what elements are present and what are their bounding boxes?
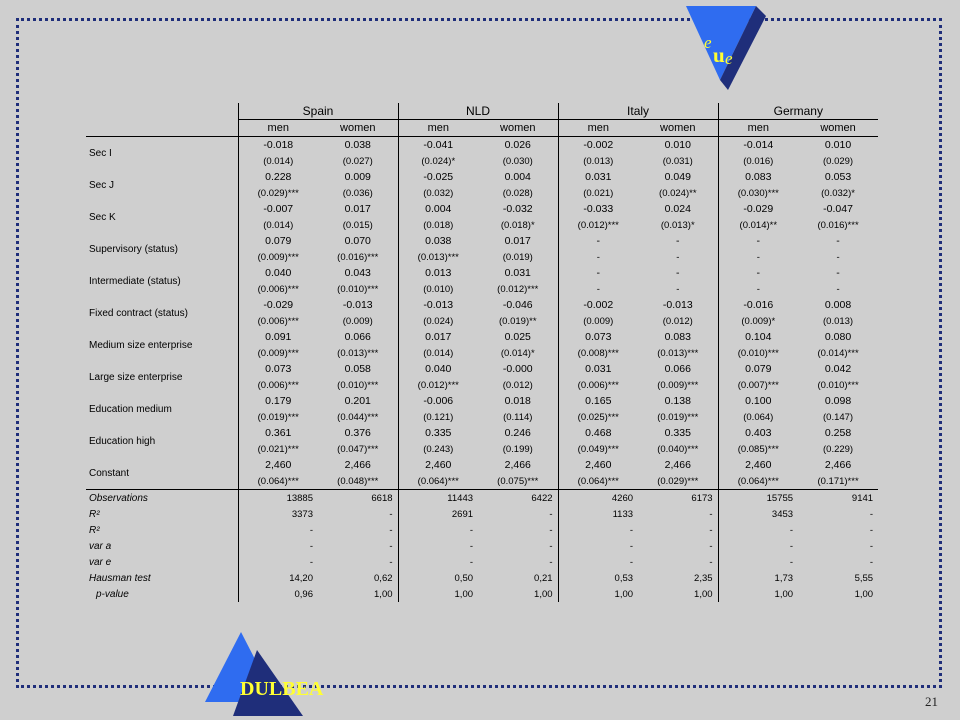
row-label: Sec J — [89, 179, 115, 191]
subheader-women: women — [318, 120, 398, 137]
corner-cell — [86, 103, 238, 120]
se-cell: (0.085)*** — [718, 441, 798, 457]
se-cell: (0.019)*** — [657, 411, 699, 423]
coef-row — [86, 233, 878, 249]
coef-cell: 2,466 — [824, 458, 852, 471]
stat-cell: - — [558, 522, 638, 538]
coef-cell: 0.335 — [664, 426, 691, 439]
coef-cell: 0.040 — [238, 265, 318, 281]
se-cell: (0.012)*** — [497, 283, 539, 295]
se-cell: - — [836, 283, 840, 295]
coef-cell: 0.004 — [504, 170, 531, 183]
stat-row — [86, 554, 878, 570]
coef-cell: -0.000 — [502, 362, 533, 375]
coef-cell: -0.002 — [558, 137, 638, 154]
se-cell: (0.229) — [823, 443, 854, 455]
coef-cell: -0.002 — [558, 297, 638, 313]
se-cell: - — [558, 249, 638, 265]
se-cell: (0.019)*** — [238, 409, 318, 425]
stat-cell: 2691 — [398, 506, 478, 522]
coef-cell: 2,466 — [344, 458, 371, 471]
coef-cell: 0.066 — [344, 330, 371, 343]
coef-cell: 0.008 — [824, 298, 852, 311]
coef-cell: 0.038 — [398, 233, 478, 249]
row-label: Supervisory (status) — [89, 243, 178, 255]
coefficient-rows — [86, 137, 878, 490]
coef-row — [86, 297, 878, 313]
stat-cell: 11443 — [398, 490, 478, 507]
se-cell: (0.009)*** — [238, 345, 318, 361]
coef-cell: 0.258 — [824, 426, 852, 439]
coef-cell: -0.016 — [718, 297, 798, 313]
stat-cell: 5,55 — [854, 572, 874, 584]
se-cell: (0.199) — [502, 443, 533, 455]
coef-cell: -0.025 — [398, 169, 478, 185]
coef-cell: 0.073 — [238, 361, 318, 377]
coef-cell: -0.046 — [502, 298, 533, 311]
coef-row — [86, 393, 878, 409]
stat-cell: - — [398, 554, 478, 570]
se-cell: (0.029)*** — [638, 473, 718, 490]
se-cell: (0.006)*** — [238, 377, 318, 393]
coef-cell: 0.361 — [238, 425, 318, 441]
se-cell: (0.121) — [398, 409, 478, 425]
coef-cell: 0.026 — [504, 138, 531, 151]
se-cell: (0.114) — [503, 411, 533, 423]
stat-cell: 0,96 — [238, 586, 318, 602]
se-cell: (0.013)* — [660, 219, 695, 231]
coef-cell: 0.091 — [238, 329, 318, 345]
stat-cell: 3373 — [238, 506, 318, 522]
coef-cell: 0.079 — [718, 361, 798, 377]
country-header-italy: Italy — [558, 103, 718, 120]
stat-cell: 2,35 — [694, 572, 713, 584]
stat-cell: - — [718, 522, 798, 538]
dulbea-brand: DULBEA — [240, 678, 324, 700]
se-cell: (0.010) — [398, 281, 478, 297]
se-cell: (0.014)* — [500, 347, 535, 359]
stat-row — [86, 538, 878, 554]
stat-cell: - — [718, 538, 798, 554]
coef-cell: 0.376 — [344, 426, 371, 439]
se-cell: (0.016)*** — [337, 251, 379, 263]
coef-row — [86, 361, 878, 377]
stat-cell: - — [398, 522, 478, 538]
se-cell: (0.025)*** — [558, 409, 638, 425]
coef-cell: - — [718, 233, 798, 249]
stat-cell: - — [718, 554, 798, 570]
se-cell: (0.036) — [342, 187, 373, 199]
coef-cell: 0.017 — [398, 329, 478, 345]
coef-cell: 0.009 — [344, 170, 371, 183]
logo-letter-u: u — [713, 43, 725, 67]
coef-row — [86, 457, 878, 473]
coef-cell: 2,466 — [504, 458, 531, 471]
coef-cell: -0.018 — [238, 137, 318, 154]
se-cell: (0.016) — [718, 153, 798, 169]
se-cell: (0.048)*** — [318, 473, 398, 490]
coef-row — [86, 329, 878, 345]
coef-cell: 0.066 — [664, 362, 691, 375]
stat-cell: - — [398, 538, 478, 554]
row-label: Education high — [89, 435, 156, 447]
page-number: 21 — [925, 694, 938, 709]
coef-cell: -0.041 — [398, 137, 478, 154]
coef-cell: - — [836, 266, 840, 279]
coef-cell: 0.228 — [238, 169, 318, 185]
row-label: Intermediate (status) — [89, 275, 181, 287]
stat-cell: - — [709, 524, 713, 536]
se-cell: (0.029)*** — [238, 185, 318, 201]
stat-cell: 3453 — [718, 506, 798, 522]
se-cell: (0.064)*** — [558, 473, 638, 490]
coef-cell: 2,460 — [398, 457, 478, 473]
se-cell: (0.012)*** — [558, 217, 638, 233]
coef-row — [86, 201, 878, 217]
se-cell: (0.049)*** — [558, 441, 638, 457]
subheader-men: men — [718, 120, 798, 137]
subheader-women: women — [478, 120, 558, 137]
stat-cell: - — [549, 524, 553, 536]
coef-cell: -0.033 — [558, 201, 638, 217]
coef-cell: 0.083 — [664, 330, 691, 343]
se-cell: (0.014) — [238, 153, 318, 169]
se-cell: (0.012)*** — [398, 377, 478, 393]
coef-cell: -0.029 — [238, 297, 318, 313]
subheader-men: men — [558, 120, 638, 137]
stat-row — [86, 522, 878, 538]
coef-cell: 0.018 — [504, 394, 531, 407]
coef-cell: - — [558, 233, 638, 249]
stat-cell: - — [549, 508, 553, 520]
stat-cell: 0,50 — [398, 570, 478, 586]
stat-label: Observations — [89, 492, 148, 504]
row-label: Sec K — [89, 211, 116, 223]
se-cell: (0.027) — [342, 155, 373, 167]
se-cell: (0.021) — [558, 185, 638, 201]
se-cell: (0.032) — [398, 185, 478, 201]
coef-cell: 0.031 — [558, 361, 638, 377]
se-cell: (0.018)* — [500, 219, 535, 231]
stat-cell: 14,20 — [238, 570, 318, 586]
coef-cell: -0.014 — [718, 137, 798, 154]
row-label: Education medium — [89, 403, 172, 415]
se-cell: (0.013) — [823, 315, 854, 327]
logo-letter-e2: e — [725, 49, 733, 68]
coef-cell: 0.138 — [664, 394, 691, 407]
se-cell: (0.009)*** — [657, 379, 699, 391]
row-label: Constant — [86, 457, 238, 490]
coef-row — [86, 425, 878, 441]
stat-cell: - — [549, 556, 553, 568]
coef-cell: 0.201 — [344, 394, 371, 407]
coef-cell: 0.468 — [558, 425, 638, 441]
coef-cell: - — [836, 234, 840, 247]
stat-cell: - — [238, 554, 318, 570]
country-header-spain: Spain — [238, 103, 398, 120]
stat-label: p-value — [96, 588, 129, 600]
coef-cell: 0.038 — [344, 138, 371, 151]
se-cell: - — [836, 251, 840, 263]
coef-cell: 2,460 — [238, 457, 318, 473]
se-cell: (0.019)** — [499, 315, 537, 327]
stat-cell: 6422 — [531, 492, 553, 504]
se-cell: (0.010)*** — [337, 379, 379, 391]
country-header-nld: NLD — [398, 103, 558, 120]
se-cell: (0.014) — [238, 217, 318, 233]
stat-cell: - — [238, 538, 318, 554]
subheader-women: women — [798, 120, 878, 137]
se-cell: (0.018) — [398, 217, 478, 233]
coef-cell: 0.179 — [238, 393, 318, 409]
coef-cell: -0.013 — [342, 298, 373, 311]
coef-cell: 0.098 — [824, 394, 852, 407]
se-cell: (0.243) — [398, 441, 478, 457]
stat-cell: - — [558, 554, 638, 570]
se-cell: (0.019) — [502, 251, 533, 263]
coef-cell: 0.335 — [398, 425, 478, 441]
coef-cell: 0.104 — [718, 329, 798, 345]
stat-cell: 1,00 — [558, 586, 638, 602]
stat-cell: - — [709, 508, 713, 520]
coef-cell: 0.025 — [504, 330, 531, 343]
se-cell: (0.013)*** — [337, 347, 379, 359]
se-cell: (0.009) — [558, 313, 638, 329]
se-cell: (0.064)*** — [238, 473, 318, 490]
coef-cell: 0.100 — [718, 393, 798, 409]
se-cell: (0.031) — [662, 155, 693, 167]
se-cell: - — [558, 281, 638, 297]
se-cell: (0.030)*** — [718, 185, 798, 201]
coef-cell: 0.049 — [664, 170, 691, 183]
stat-cell: 13885 — [238, 490, 318, 507]
stat-cell: 1,73 — [718, 570, 798, 586]
stat-label: R² — [89, 508, 100, 520]
se-cell: - — [676, 283, 680, 295]
stat-cell: - — [869, 508, 874, 520]
coef-cell: -0.007 — [238, 201, 318, 217]
se-cell: (0.064)*** — [718, 473, 798, 490]
coef-cell: 0.043 — [344, 266, 371, 279]
stat-row — [86, 570, 878, 586]
coef-cell: 0.031 — [504, 266, 531, 279]
regression-table — [86, 103, 878, 602]
stat-cell: - — [558, 538, 638, 554]
se-cell: (0.024)** — [659, 187, 697, 199]
stat-cell: - — [389, 556, 393, 568]
stat-cell: 0,53 — [558, 570, 638, 586]
coef-cell: - — [558, 265, 638, 281]
se-cell: (0.008)*** — [558, 345, 638, 361]
coef-cell: 0.010 — [824, 138, 852, 151]
coef-cell: 0.058 — [344, 362, 371, 375]
se-cell: (0.064) — [718, 409, 798, 425]
se-cell: - — [718, 281, 798, 297]
se-cell: (0.028) — [502, 187, 533, 199]
dulbea-triangle-icon — [205, 632, 345, 718]
se-cell: (0.013)*** — [657, 347, 699, 359]
stat-cell: 0,21 — [534, 572, 553, 584]
stat-label: var e — [89, 556, 112, 568]
stat-cell: - — [389, 524, 393, 536]
coef-cell: 0.031 — [558, 169, 638, 185]
coef-cell: 0.070 — [344, 234, 371, 247]
coef-cell: 0.017 — [344, 202, 371, 215]
se-cell: (0.010)*** — [718, 345, 798, 361]
stat-cell: 0,62 — [374, 572, 393, 584]
coef-cell: -0.013 — [662, 298, 693, 311]
coef-cell: 0.040 — [398, 361, 478, 377]
stat-cell: 1,00 — [398, 586, 478, 602]
se-cell: (0.009) — [342, 315, 373, 327]
se-cell: (0.040)*** — [657, 443, 699, 455]
subheader-women: women — [638, 120, 718, 137]
coef-cell: 0.403 — [718, 425, 798, 441]
stat-cell: - — [709, 540, 713, 552]
eue-logo-icon — [670, 6, 770, 96]
stat-row — [86, 490, 878, 507]
se-cell: (0.009)* — [718, 313, 798, 329]
se-cell: (0.006)*** — [238, 281, 318, 297]
stat-cell: 1133 — [558, 506, 638, 522]
se-cell: (0.010)*** — [817, 379, 859, 391]
stat-cell: 1,00 — [534, 588, 553, 600]
coef-cell: 0.042 — [824, 362, 852, 375]
se-cell: (0.016)*** — [817, 219, 859, 231]
stat-cell: 1,00 — [694, 588, 713, 600]
se-cell: (0.032)* — [821, 187, 855, 199]
subheader-men: men — [398, 120, 478, 137]
stat-cell: - — [869, 540, 874, 552]
se-cell: (0.147) — [823, 411, 854, 423]
se-cell: (0.012) — [502, 379, 533, 391]
coef-cell: 2,460 — [718, 457, 798, 473]
stat-cell: - — [869, 524, 874, 536]
coef-cell: 0.017 — [504, 234, 531, 247]
coef-cell: -0.013 — [398, 297, 478, 313]
row-label: Medium size enterprise — [89, 339, 193, 351]
coef-cell: - — [676, 266, 680, 279]
stat-cell: 1,00 — [718, 586, 798, 602]
stat-cell: 1,00 — [854, 588, 874, 600]
coef-cell: 0.013 — [398, 265, 478, 281]
coef-cell: - — [718, 265, 798, 281]
se-cell: (0.015) — [342, 219, 373, 231]
coef-cell: 2,466 — [664, 458, 691, 471]
row-label: Sec I — [89, 147, 112, 159]
se-cell: - — [718, 249, 798, 265]
coef-cell: 0.080 — [824, 330, 852, 343]
coef-cell: 0.053 — [824, 170, 852, 183]
stat-label: R² — [89, 524, 100, 536]
stat-cell: 6173 — [691, 492, 713, 504]
coef-cell: -0.029 — [718, 201, 798, 217]
se-cell: (0.014)** — [718, 217, 798, 233]
stat-row — [86, 506, 878, 522]
coef-cell: 0.083 — [718, 169, 798, 185]
se-cell: (0.013)*** — [398, 249, 478, 265]
se-cell: (0.047)*** — [337, 443, 379, 455]
stat-row — [86, 586, 878, 602]
stat-label: Hausman test — [89, 572, 151, 584]
se-cell: (0.010)*** — [337, 283, 379, 295]
coef-cell: -0.047 — [823, 202, 853, 215]
stat-cell: 6618 — [371, 492, 393, 504]
stat-label: var a — [89, 540, 112, 552]
se-cell: - — [676, 251, 680, 263]
se-cell: (0.044)*** — [337, 411, 379, 423]
stat-cell: 15755 — [718, 490, 798, 507]
se-cell: (0.006)*** — [238, 313, 318, 329]
stat-cell: 9141 — [851, 492, 874, 504]
stat-cell: - — [389, 540, 393, 552]
stat-cell: 4260 — [558, 490, 638, 507]
coef-cell: -0.006 — [398, 393, 478, 409]
coef-cell: 0.246 — [504, 426, 531, 439]
row-label: Fixed contract (status) — [89, 307, 188, 319]
coef-row — [86, 265, 878, 281]
coef-cell: 0.004 — [398, 201, 478, 217]
coef-cell: 2,460 — [558, 457, 638, 473]
se-cell: (0.006)*** — [558, 377, 638, 393]
coef-row — [86, 169, 878, 185]
se-cell: (0.012) — [662, 315, 693, 327]
stat-cell: - — [238, 522, 318, 538]
coef-cell: 0.165 — [558, 393, 638, 409]
row-label: Large size enterprise — [89, 371, 183, 383]
coef-cell: -0.032 — [502, 202, 533, 215]
stat-cell: - — [869, 556, 874, 568]
se-cell: (0.014)*** — [817, 347, 859, 359]
se-cell: (0.014) — [398, 345, 478, 361]
se-cell: (0.171)*** — [798, 473, 878, 490]
se-cell: (0.009)*** — [238, 249, 318, 265]
se-cell: (0.021)*** — [238, 441, 318, 457]
subheader-men: men — [238, 120, 318, 137]
coef-cell: 0.024 — [664, 202, 691, 215]
coef-cell: 0.073 — [558, 329, 638, 345]
corner-cell-2 — [86, 120, 238, 137]
se-cell: (0.075)*** — [478, 473, 558, 490]
se-cell: (0.013) — [558, 153, 638, 169]
se-cell: (0.007)*** — [718, 377, 798, 393]
country-header-germany: Germany — [718, 103, 878, 120]
stat-cell: 1,00 — [374, 588, 393, 600]
se-cell: (0.029) — [823, 155, 854, 167]
stat-cell: - — [389, 508, 393, 520]
logo-letter-e1: e — [704, 33, 712, 52]
se-cell: (0.024) — [398, 313, 478, 329]
coef-cell: 0.079 — [238, 233, 318, 249]
coef-cell: - — [676, 234, 680, 247]
coef-cell: 0.010 — [664, 138, 691, 151]
statistics-rows — [86, 490, 878, 603]
stat-cell: - — [709, 556, 713, 568]
stat-cell: - — [549, 540, 553, 552]
coef-row — [86, 137, 878, 154]
se-cell: (0.024)* — [398, 153, 478, 169]
se-cell: (0.064)*** — [398, 473, 478, 490]
se-cell: (0.030) — [502, 155, 533, 167]
